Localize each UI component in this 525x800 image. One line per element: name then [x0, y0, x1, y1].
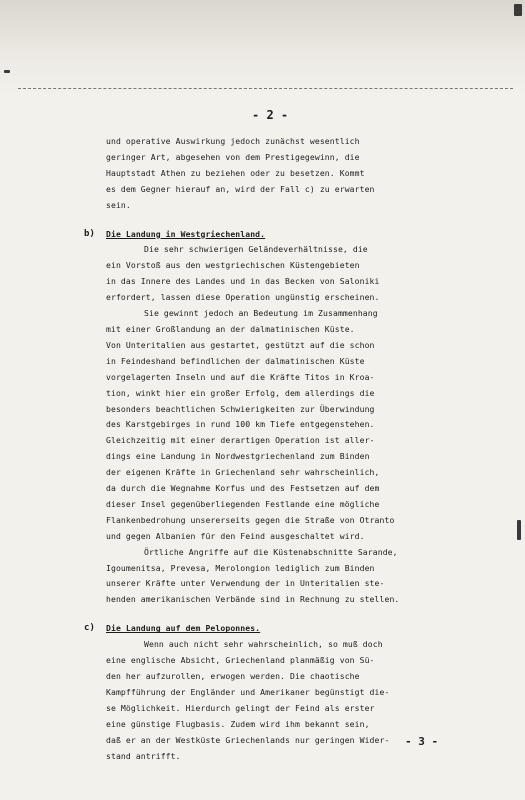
- text-line: Wenn auch nicht sehr wahrscheinlich, so muß doch: [144, 639, 383, 650]
- text-line: des Karstgebirges in rund 100 km Tiefe entgegenstehen.: [106, 419, 375, 430]
- section-heading: Die Landung in Westgriechenland.: [106, 228, 266, 239]
- section-b-paragraph-1: [106, 242, 442, 306]
- text-line: unserer Kräfte unter Verwendung der in Unteritalien ste-: [106, 578, 385, 589]
- text-line: und gegen Albanien für den Feind ausgeschaltet wird.: [106, 530, 365, 541]
- ink-stain: [517, 520, 521, 540]
- ink-stain: [4, 70, 10, 73]
- text-line: besonders beachtlichen Schwierigkeiten zur Überwindung: [106, 403, 375, 414]
- next-page-marker: - 3 -: [405, 735, 439, 748]
- text-line: eine günstige Flugbasis. Zudem wird ihm bekannt sein,: [106, 718, 370, 729]
- section-marker: b): [84, 228, 96, 239]
- section-heading: Die Landung auf dem Peloponnes.: [106, 623, 261, 634]
- section-b-paragraph-2: [106, 306, 442, 545]
- text-line: in das Innere des Landes und in das Becken von Saloniki: [106, 276, 380, 287]
- text-line: Sie gewinnt jedoch an Bedeutung im Zusammenhang: [144, 308, 378, 319]
- text-line: dieser Insel gegenüberliegenden Festlande eine mögliche: [106, 498, 380, 509]
- text-line: Gleichzeitig mit einer derartigen Operation ist aller-: [106, 435, 375, 446]
- text-line: ein Vorstoß aus den westgriechischen Küstengebieten: [106, 260, 360, 271]
- fold-line: [18, 88, 513, 89]
- text-line: tion, winkt hier ein großer Erfolg, dem allerdings die: [106, 387, 375, 398]
- scanned-page-top-edge: [0, 0, 525, 95]
- text-line: vorgelagerten Inseln und auf die Kräfte Titos in Kroa-: [106, 371, 375, 382]
- text-line: sein.: [106, 199, 131, 210]
- text-line: und operative Auswirkung jedoch zunächst wesentlich: [106, 136, 360, 146]
- text-line: Igoumenitsa, Prevesa, Merolongion lediglich zum Binden: [106, 562, 375, 573]
- text-line: mit einer Großlandung an der dalmatinischen Küste.: [106, 323, 355, 334]
- text-line: der eigenen Kräfte in Griechenland sehr wahrscheinlich,: [106, 467, 380, 478]
- text-line: es dem Gegner hierauf an, wird der Fall c) zu erwarten: [106, 183, 375, 194]
- text-line: Örtliche Angriffe auf die Küstenabschnitte Sarande,: [144, 546, 398, 557]
- text-line: da durch die Wegnahme Korfus und des Festsetzen auf dem: [106, 483, 380, 494]
- section-c-heading-row: [84, 621, 442, 637]
- text-line: geringer Art, abgesehen von dem Prestigegewinn, die: [106, 151, 360, 162]
- page-number: - 2 -: [252, 108, 289, 122]
- text-line: Kampfführung der Engländer und Amerikaner begünstigt die-: [106, 686, 390, 697]
- text-line: Die sehr schwierigen Geländeverhältnisse, die: [144, 244, 368, 255]
- text-line: den her aufzurollen, erwogen werden. Die chaotische: [106, 671, 360, 681]
- section-b-paragraph-3: [106, 545, 442, 609]
- text-line: eine englische Absicht, Griechenland planmäßig von Sü-: [106, 655, 375, 666]
- text-line: henden amerikanischen Verbände sind in Rechnung zu stellen.: [106, 594, 400, 605]
- text-line: daß er an der Westküste Griechenlands nur geringen Wider-: [106, 734, 390, 745]
- intro-paragraph: [106, 134, 442, 214]
- section-b-heading-row: [84, 227, 442, 243]
- text-line: se Möglichkeit. Hierdurch gelingt der Feind als erster: [106, 702, 375, 713]
- text-line: Von Unteritalien aus gestartet, gestützt auf die schon: [106, 339, 375, 350]
- text-line: dings eine Landung in Nordwestgriechenland zum Binden: [106, 451, 370, 462]
- section-marker: c): [84, 623, 96, 634]
- ink-stain: [514, 4, 522, 16]
- document-body: [84, 134, 442, 764]
- text-line: Flankenbedrohung unsererseits gegen die Straße von Otranto: [106, 514, 395, 525]
- text-line: stand antrifft.: [106, 750, 181, 761]
- section-c-paragraph-1: [106, 637, 442, 764]
- text-line: in Feindeshand befindlichen der dalmatinischen Küste: [106, 355, 365, 366]
- text-line: erfordert, lassen diese Operation ungünstig erscheinen.: [106, 292, 380, 303]
- text-line: Hauptstadt Athen zu beziehen oder zu besetzen. Kommt: [106, 167, 365, 178]
